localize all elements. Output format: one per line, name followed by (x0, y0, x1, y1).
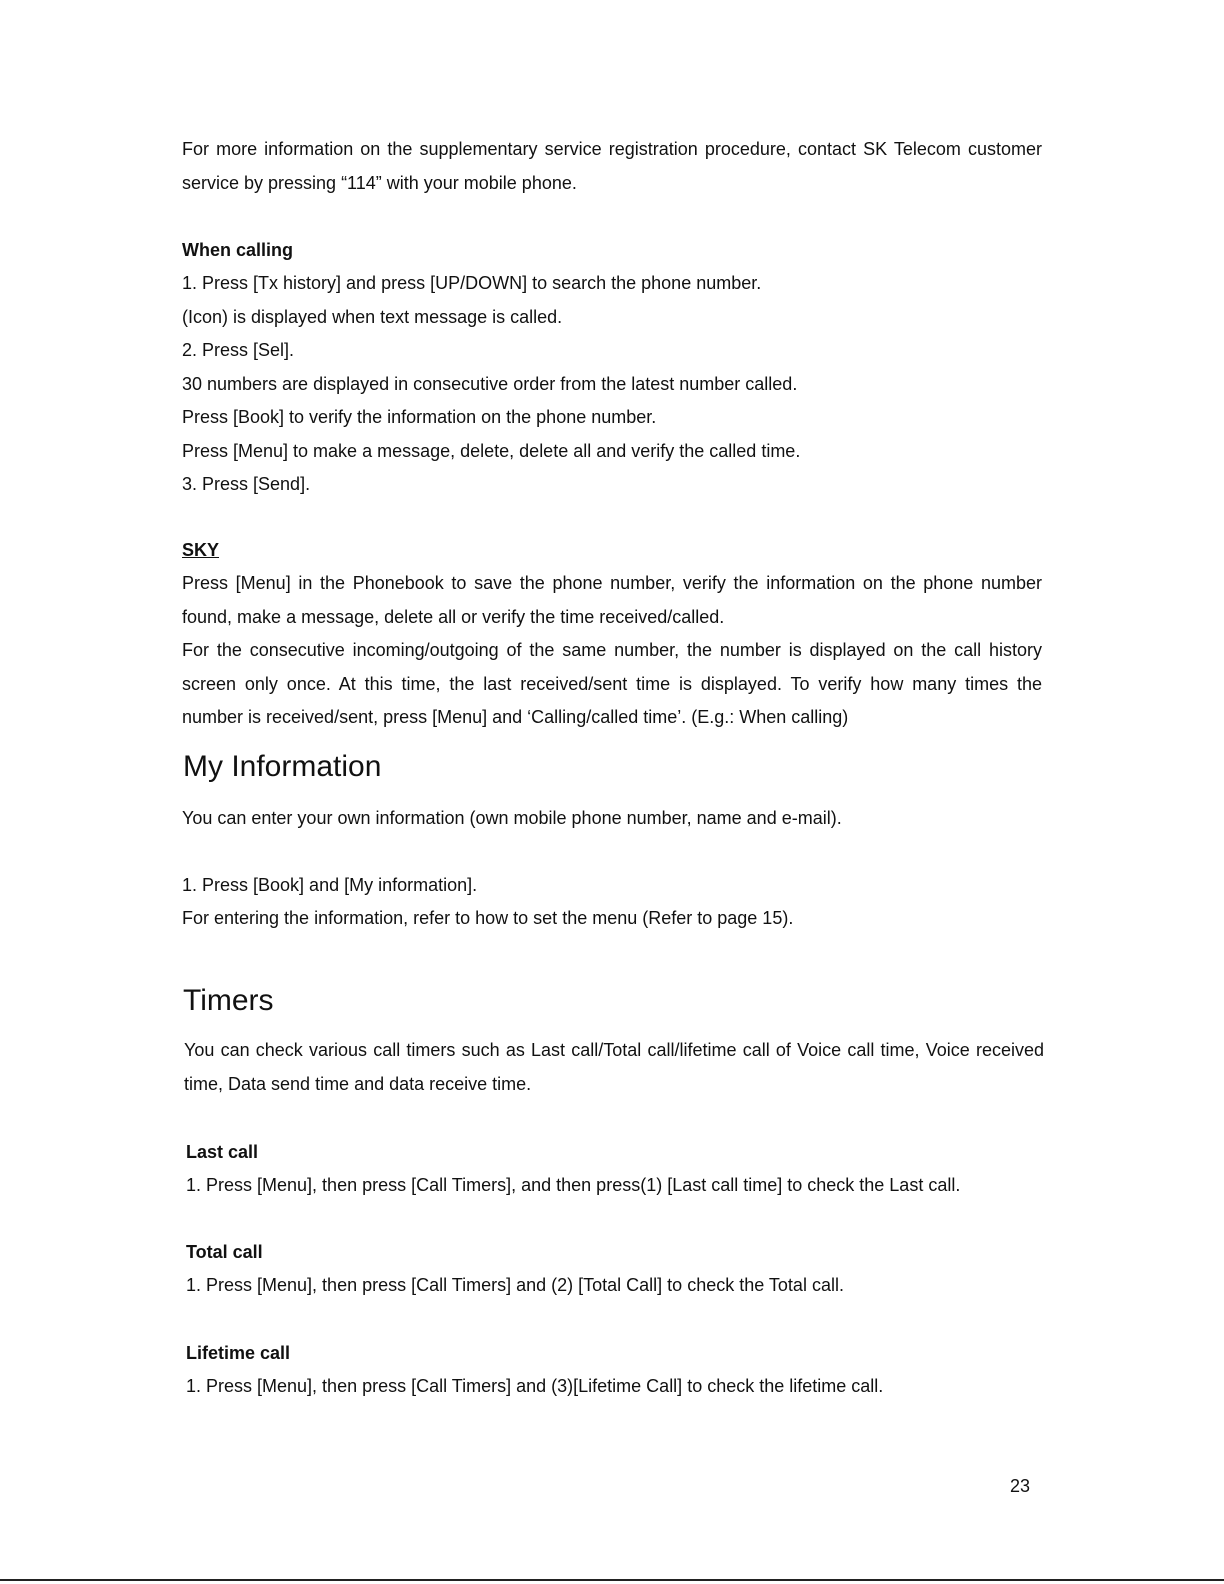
when-calling-menu-note: Press [Menu] to make a message, delete, delete all and verify the called time. (182, 441, 801, 461)
when-calling-step-2: 2. Press [Sel]. (182, 340, 295, 360)
page-number: 23 (1010, 1476, 1031, 1496)
timers-intro: You can check various call timers such as Last call/Total call/lifetime call of Voice call time, Voice received time, Data send time and data receive time. (184, 1040, 1044, 1094)
bottom-border-line (0, 1579, 1224, 1581)
timers-title: Timers (183, 984, 274, 1017)
total-call-step: 1. Press [Menu], then press [Call Timers] and (2) [Total Call] to check the Total call. (186, 1275, 844, 1295)
when-calling-icon-note: (Icon) is displayed when text message is called. (182, 307, 563, 327)
last-call-heading: Last call (186, 1142, 259, 1162)
when-calling-step-1: 1. Press [Tx history] and press [UP/DOWN] to search the phone number. (182, 273, 762, 293)
when-calling-step-3: 3. Press [Send]. (182, 474, 311, 494)
last-call-step: 1. Press [Menu], then press [Call Timers], and then press(1) [Last call time] to check the Last call. (186, 1175, 961, 1195)
lifetime-call-step: 1. Press [Menu], then press [Call Timers] and (3)[Lifetime Call] to check the lifetime call. (186, 1376, 884, 1396)
my-information-title: My Information (183, 750, 382, 783)
lifetime-call-heading: Lifetime call (186, 1343, 291, 1363)
when-calling-numbers-note: 30 numbers are displayed in consecutive order from the latest number called. (182, 374, 798, 394)
intro-paragraph: For more information on the supplementary service registration procedure, contact SK Telecom customer service by pressing “114” with your mobile phone. (182, 139, 1042, 193)
sky-heading: SKY (182, 540, 220, 560)
my-information-step-1: 1. Press [Book] and [My information]. (182, 875, 478, 895)
my-information-intro: You can enter your own information (own mobile phone number, name and e-mail). (182, 808, 842, 828)
total-call-heading: Total call (186, 1242, 263, 1262)
when-calling-book-note: Press [Book] to verify the information on the phone number. (182, 407, 657, 427)
my-information-note: For entering the information, refer to how to set the menu (Refer to page 15). (182, 908, 794, 928)
when-calling-heading: When calling (182, 240, 294, 260)
sky-paragraph-1: Press [Menu] in the Phonebook to save the phone number, verify the information on the phone number found, make a message, delete all or verify the time received/called. (182, 573, 1042, 627)
sky-paragraph-2: For the consecutive incoming/outgoing of the same number, the number is displayed on the call history screen only once. At this time, the last received/sent time is displayed. To verify how many times the number is received/sent, press [Menu] and ‘Calling/called time’. (E.g.: When calling) (182, 640, 1042, 727)
